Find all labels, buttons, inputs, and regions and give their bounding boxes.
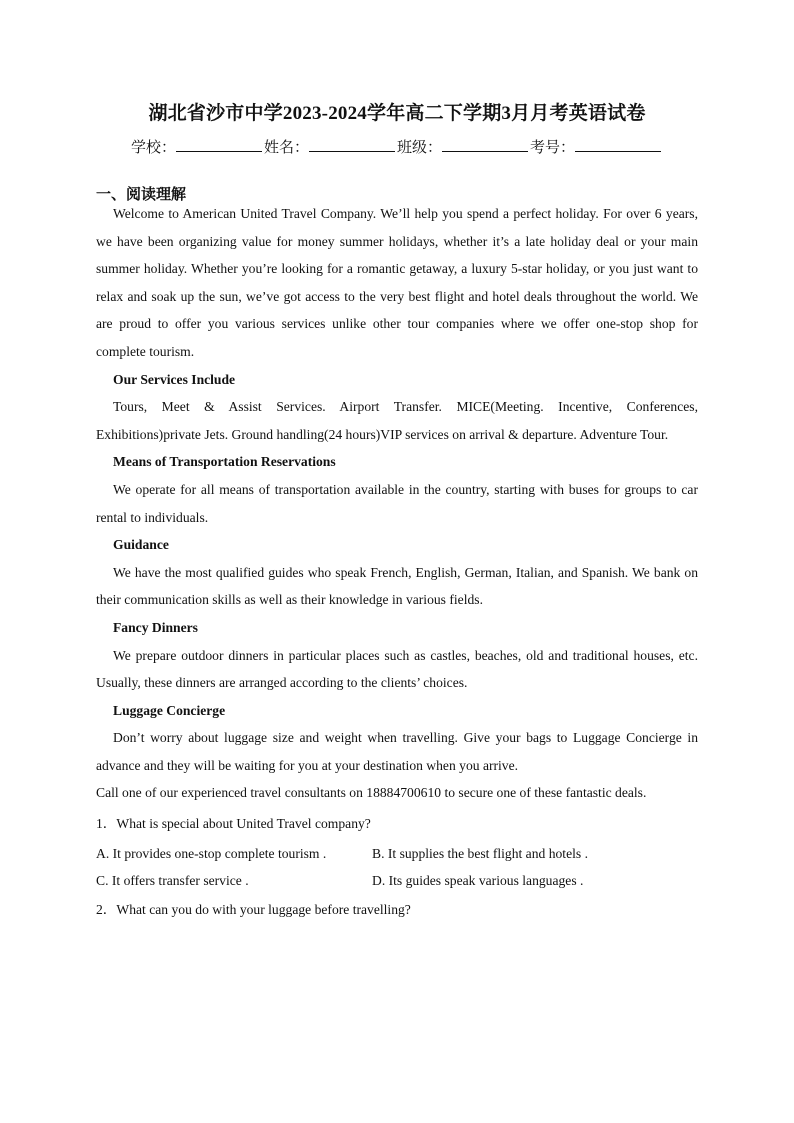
- question-1-options-row1: [96, 840, 698, 868]
- question-1-options-row2: [96, 867, 698, 895]
- heading-guidance: Guidance: [113, 537, 169, 553]
- number-label: 考号：: [530, 140, 576, 156]
- name-label: 姓名：: [263, 140, 309, 156]
- passage-intro: Welcome to American United Travel Company. We’ll help you spend a perfect holiday. For over 6 years, we have been organizing value for money summer holidays, whether it’s a late holiday deal or your main summer holiday. Whether you’re looking for a romantic getaway, a luxury 5-star holiday, or you just want to relax and soak up the sun, we’ve got access to the very best flight and hotel deals throughout the world. We are proud to offer you various services unlike other tour companies where we offer one-stop shop for complete tourism.: [96, 206, 698, 359]
- option-b[interactable]: B. It supplies the best flight and hotels .: [372, 845, 588, 861]
- class-label: 班级：: [397, 140, 443, 156]
- paragraph-contact: Call one of our experienced travel consultants on 18884700610 to secure one of these fantastic deals.: [96, 785, 647, 801]
- heading-services: Our Services Include: [113, 371, 236, 387]
- number-blank[interactable]: [575, 137, 661, 152]
- heading-transport: Means of Transportation Reservations: [113, 454, 336, 470]
- student-info-fields: [0, 136, 794, 157]
- school-blank[interactable]: [176, 137, 262, 152]
- name-blank[interactable]: [309, 137, 395, 152]
- question-1: 1．What is special about United Travel company?: [96, 816, 371, 832]
- heading-dinners: Fancy Dinners: [113, 619, 198, 635]
- option-a[interactable]: A. It provides one-stop complete tourism .: [96, 845, 327, 861]
- paragraph-services: Tours, Meet & Assist Services. Airport Transfer. MICE(Meeting. Incentive, Conferences, Exhibitions)private Jets. Ground handling(24 hours)VIP services on arrival & departure. Adventure Tour.: [96, 399, 698, 442]
- passage: [96, 200, 698, 923]
- question-2: 2．What can you do with your luggage before travelling?: [96, 901, 411, 917]
- class-blank[interactable]: [442, 137, 528, 152]
- heading-luggage: Luggage Concierge: [113, 702, 226, 718]
- school-label: 学校：: [130, 140, 176, 156]
- option-d[interactable]: D. Its guides speak various languages .: [372, 873, 584, 889]
- paragraph-guidance: We have the most qualified guides who speak French, English, German, Italian, and Spanish. We bank on their communication skills as well as their knowledge in various fields.: [96, 564, 698, 608]
- section-heading: 一、阅读理解: [96, 187, 187, 203]
- paragraph-dinners: We prepare outdoor dinners in particular places such as castles, beaches, old and traditional houses, etc. Usually, these dinners are arranged according to the clients’ choices.: [96, 647, 698, 691]
- page-title: 湖北省沙市中学2023-2024学年高二下学期3月月考英语试卷: [148, 103, 646, 124]
- paragraph-transport: We operate for all means of transportation available in the country, starting with buses for groups to car rental to individuals.: [96, 481, 698, 525]
- option-c[interactable]: C. It offers transfer service .: [96, 873, 249, 889]
- paragraph-luggage: Don’t worry about luggage size and weight when travelling. Give your bags to Luggage Concierge in advance and they will be waiting for you at your destination when you arrive.: [96, 730, 698, 773]
